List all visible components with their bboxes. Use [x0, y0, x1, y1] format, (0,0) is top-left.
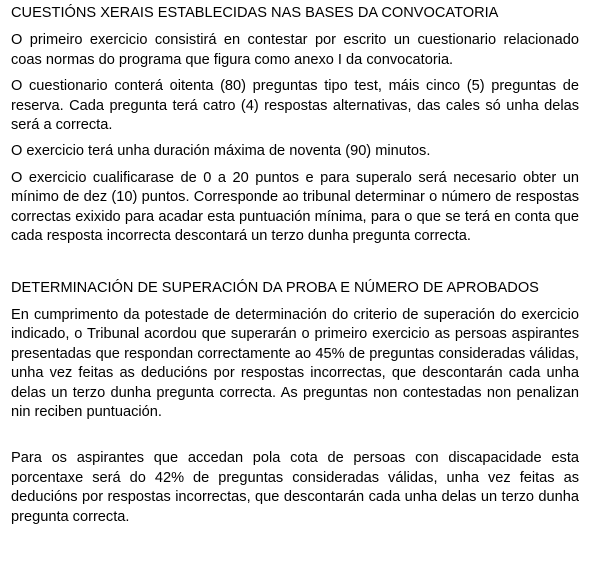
paragraph: En cumprimento da potestade de determinación do criterio de superación do exercicio indicado, o Tribunal acordou que superarán o primeiro exercicio as persoas aspirantes presentadas que respondan correctamente ao 45% de preguntas consideradas válidas, unha vez feitas as deducións por respostas incorrectas, que descontarán cada unha delas un terzo dunha pregunta correcta. As preguntas non contestadas non penalizan nin reciben puntuación.: [11, 306, 579, 420]
paragraph: Para os aspirantes que accedan pola cota de persoas con discapacidade esta porcentaxe será do 42% de preguntas consideradas válidas, unha vez feitas as deducións por respostas incorrectas, que descontarán cada unha delas un terzo dunha pregunta correcta.: [11, 450, 579, 525]
paragraph: O primeiro exercicio consistirá en contestar por escrito un cuestionario relacionado coas normas do programa que figura como anexo I da convocatoria.: [11, 32, 579, 68]
document-page: [11, 4, 579, 527]
section-heading: CUESTIÓNS XERAIS ESTABLECIDAS NAS BASES DA CONVOCATORIA: [11, 5, 499, 21]
paragraph: O exercicio terá unha duración máxima de noventa (90) minutos.: [11, 143, 431, 160]
paragraph: O cuestionario conterá oitenta (80) preguntas tipo test, máis cinco (5) preguntas de reserva. Cada pregunta terá catro (4) respostas alternativas, das cales só unha delas será a correcta.: [11, 78, 579, 134]
paragraph: O exercicio cualificarase de 0 a 20 puntos e para superalo será necesario obter un mínimo de dez (10) puntos. Corresponde ao tribunal determinar o número de respostas correctas exixido para acadar esta puntuación mínima, para o que se terá en conta que cada resposta incorrecta descontará un terzo dunha pregunta correcta.: [11, 169, 579, 245]
section-pass-determination: [11, 279, 579, 526]
section-heading: DETERMINACIÓN DE SUPERACIÓN DA PROBA E NÚMERO DE APROBADOS: [11, 280, 539, 297]
section-general-questions: [11, 4, 579, 246]
